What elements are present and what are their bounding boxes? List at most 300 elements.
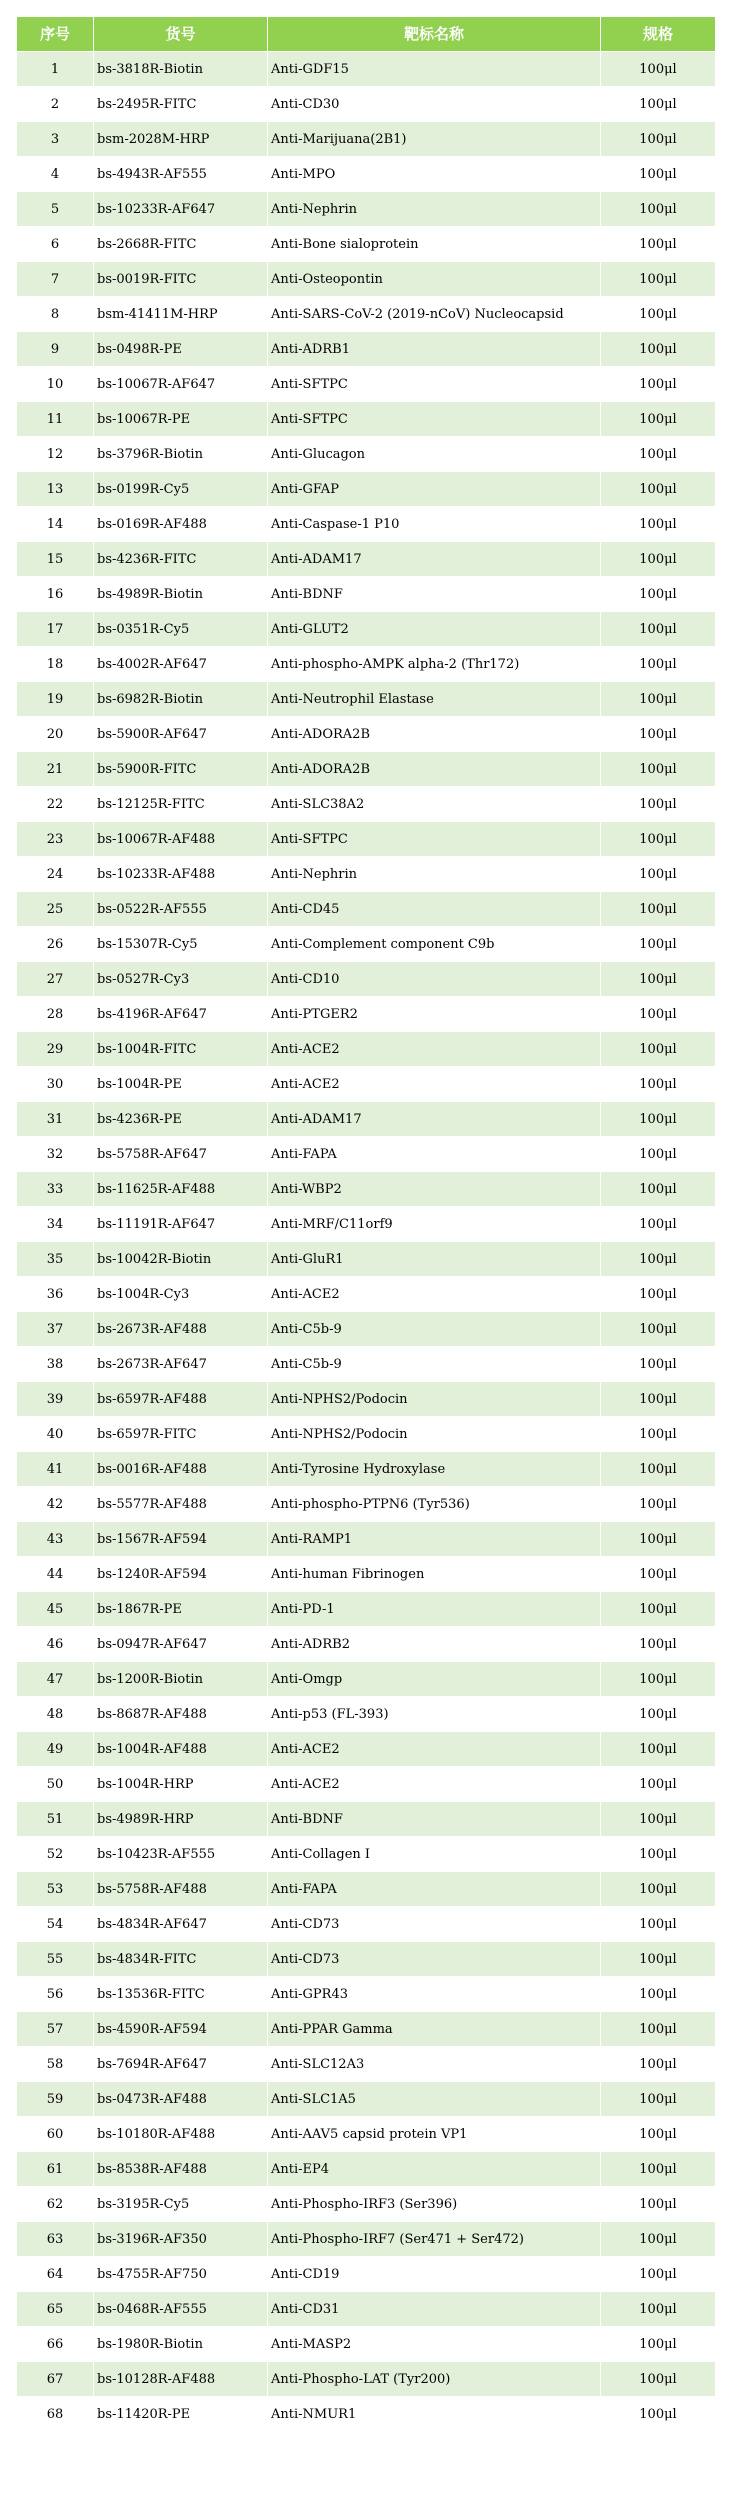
table-row [17,1697,716,1732]
package-size: 100μl [601,192,716,227]
package-size: 100μl [601,1207,716,1242]
catalog-number: bs-8538R-AF488 [94,2152,268,2187]
package-size: 100μl [601,1032,716,1067]
package-size: 100μl [601,1067,716,1102]
target-name: Anti-WBP2 [268,1172,601,1207]
package-size: 100μl [601,227,716,262]
table-row [17,2222,716,2257]
target-name: Anti-SLC12A3 [268,2047,601,2082]
table-row [17,1627,716,1662]
catalog-number: bs-10067R-PE [94,402,268,437]
catalog-number: bs-2673R-AF488 [94,1312,268,1347]
row-number: 49 [17,1732,94,1767]
package-size: 100μl [601,787,716,822]
catalog-number: bs-15307R-Cy5 [94,927,268,962]
target-name: Anti-Glucagon [268,437,601,472]
target-name: Anti-GLUT2 [268,612,601,647]
target-name: Anti-SARS-CoV-2 (2019-nCoV) Nucleocapsid [268,297,601,332]
catalog-number: bs-12125R-FITC [94,787,268,822]
target-name: Anti-SFTPC [268,822,601,857]
target-name: Anti-ACE2 [268,1067,601,1102]
target-name: Anti-PD-1 [268,1592,601,1627]
table-row [17,297,716,332]
row-number: 27 [17,962,94,997]
table-row [17,52,716,87]
package-size: 100μl [601,1312,716,1347]
target-name: Anti-Caspase-1 P10 [268,507,601,542]
table-row [17,87,716,122]
package-size: 100μl [601,962,716,997]
row-number: 53 [17,1872,94,1907]
target-name: Anti-GluR1 [268,1242,601,1277]
target-name: Anti-phospho-PTPN6 (Tyr536) [268,1487,601,1522]
package-size: 100μl [601,682,716,717]
row-number: 54 [17,1907,94,1942]
package-size: 100μl [601,1452,716,1487]
row-number: 37 [17,1312,94,1347]
table-row [17,577,716,612]
row-number: 61 [17,2152,94,2187]
catalog-number: bs-4590R-AF594 [94,2012,268,2047]
row-number: 14 [17,507,94,542]
package-size: 100μl [601,2047,716,2082]
target-name: Anti-ADORA2B [268,717,601,752]
row-number: 22 [17,787,94,822]
target-name: Anti-C5b-9 [268,1312,601,1347]
catalog-number: bs-0498R-PE [94,332,268,367]
table-row [17,927,716,962]
row-number: 7 [17,262,94,297]
target-name: Anti-CD30 [268,87,601,122]
package-size: 100μl [601,612,716,647]
catalog-number: bs-5900R-AF647 [94,717,268,752]
target-name: Anti-Tyrosine Hydroxylase [268,1452,601,1487]
catalog-number: bs-5900R-FITC [94,752,268,787]
header-target: 靶标名称 [268,17,601,52]
target-name: Anti-Phospho-LAT (Tyr200) [268,2362,601,2397]
catalog-number: bs-1867R-PE [94,1592,268,1627]
package-size: 100μl [601,2117,716,2152]
target-name: Anti-GFAP [268,472,601,507]
catalog-number: bs-13536R-FITC [94,1977,268,2012]
row-number: 21 [17,752,94,787]
package-size: 100μl [601,1697,716,1732]
table-row [17,1067,716,1102]
package-size: 100μl [601,1522,716,1557]
package-size: 100μl [601,997,716,1032]
catalog-number: bs-1004R-PE [94,1067,268,1102]
package-size: 100μl [601,2012,716,2047]
catalog-number: bs-0947R-AF647 [94,1627,268,1662]
target-name: Anti-PPAR Gamma [268,2012,601,2047]
catalog-number: bs-1567R-AF594 [94,1522,268,1557]
catalog-number: bs-3818R-Biotin [94,52,268,87]
package-size: 100μl [601,1627,716,1662]
table-row [17,1767,716,1802]
catalog-number: bs-3196R-AF350 [94,2222,268,2257]
row-number: 24 [17,857,94,892]
table-row [17,1732,716,1767]
catalog-number: bs-10233R-AF488 [94,857,268,892]
catalog-number: bs-5758R-AF488 [94,1872,268,1907]
table-row [17,2012,716,2047]
catalog-number: bs-5577R-AF488 [94,1487,268,1522]
row-number: 58 [17,2047,94,2082]
package-size: 100μl [601,1592,716,1627]
table-row [17,1137,716,1172]
table-row [17,157,716,192]
catalog-number: bs-2495R-FITC [94,87,268,122]
row-number: 44 [17,1557,94,1592]
table-row [17,1487,716,1522]
target-name: Anti-CD45 [268,892,601,927]
row-number: 65 [17,2292,94,2327]
row-number: 31 [17,1102,94,1137]
package-size: 100μl [601,1872,716,1907]
catalog-number: bs-4236R-PE [94,1102,268,1137]
table-row [17,332,716,367]
target-name: Anti-CD19 [268,2257,601,2292]
row-number: 18 [17,647,94,682]
package-size: 100μl [601,1837,716,1872]
table-header-row [17,17,716,52]
catalog-number: bs-3796R-Biotin [94,437,268,472]
row-number: 62 [17,2187,94,2222]
catalog-number: bs-0016R-AF488 [94,1452,268,1487]
row-number: 8 [17,297,94,332]
row-number: 56 [17,1977,94,2012]
target-name: Anti-CD73 [268,1907,601,1942]
target-name: Anti-CD31 [268,2292,601,2327]
package-size: 100μl [601,822,716,857]
row-number: 11 [17,402,94,437]
table-row [17,647,716,682]
package-size: 100μl [601,87,716,122]
package-size: 100μl [601,857,716,892]
catalog-number: bs-4002R-AF647 [94,647,268,682]
table-row [17,1452,716,1487]
table-row [17,1172,716,1207]
package-size: 100μl [601,1417,716,1452]
package-size: 100μl [601,647,716,682]
target-name: Anti-ADRB1 [268,332,601,367]
target-name: Anti-BDNF [268,1802,601,1837]
row-number: 29 [17,1032,94,1067]
package-size: 100μl [601,927,716,962]
package-size: 100μl [601,437,716,472]
table-row [17,1347,716,1382]
row-number: 28 [17,997,94,1032]
row-number: 26 [17,927,94,962]
catalog-number: bs-6597R-AF488 [94,1382,268,1417]
table-row [17,1942,716,1977]
catalog-number: bs-4989R-Biotin [94,577,268,612]
row-number: 38 [17,1347,94,1382]
table-row [17,2117,716,2152]
catalog-number: bs-4196R-AF647 [94,997,268,1032]
row-number: 5 [17,192,94,227]
row-number: 23 [17,822,94,857]
catalog-number: bs-2668R-FITC [94,227,268,262]
catalog-number: bs-4943R-AF555 [94,157,268,192]
table-row [17,1872,716,1907]
package-size: 100μl [601,1907,716,1942]
package-size: 100μl [601,262,716,297]
package-size: 100μl [601,122,716,157]
row-number: 13 [17,472,94,507]
catalog-number: bsm-2028M-HRP [94,122,268,157]
table-row [17,787,716,822]
catalog-number: bs-6982R-Biotin [94,682,268,717]
target-name: Anti-ADORA2B [268,752,601,787]
package-size: 100μl [601,1977,716,2012]
row-number: 34 [17,1207,94,1242]
catalog-number: bs-0473R-AF488 [94,2082,268,2117]
catalog-number: bs-1240R-AF594 [94,1557,268,1592]
row-number: 41 [17,1452,94,1487]
target-name: Anti-ADAM17 [268,542,601,577]
target-name: Anti-C5b-9 [268,1347,601,1382]
catalog-number: bs-0199R-Cy5 [94,472,268,507]
row-number: 2 [17,87,94,122]
package-size: 100μl [601,2362,716,2397]
target-name: Anti-NPHS2/Podocin [268,1417,601,1452]
catalog-number: bs-10233R-AF647 [94,192,268,227]
table-row [17,1837,716,1872]
table-row [17,1592,716,1627]
target-name: Anti-CD73 [268,1942,601,1977]
catalog-number: bs-0468R-AF555 [94,2292,268,2327]
package-size: 100μl [601,2187,716,2222]
row-number: 45 [17,1592,94,1627]
table-row [17,1977,716,2012]
row-number: 47 [17,1662,94,1697]
catalog-number: bs-1004R-HRP [94,1767,268,1802]
target-name: Anti-Marijuana(2B1) [268,122,601,157]
catalog-number: bs-0169R-AF488 [94,507,268,542]
target-name: Anti-MPO [268,157,601,192]
row-number: 33 [17,1172,94,1207]
row-number: 36 [17,1277,94,1312]
package-size: 100μl [601,2397,716,2432]
catalog-number: bs-1004R-Cy3 [94,1277,268,1312]
catalog-number: bs-4989R-HRP [94,1802,268,1837]
target-name: Anti-Nephrin [268,192,601,227]
table-row [17,367,716,402]
row-number: 68 [17,2397,94,2432]
catalog-number: bs-5758R-AF647 [94,1137,268,1172]
table-row [17,1312,716,1347]
target-name: Anti-SFTPC [268,367,601,402]
package-size: 100μl [601,1942,716,1977]
table-row [17,1382,716,1417]
target-name: Anti-GPR43 [268,1977,601,2012]
row-number: 17 [17,612,94,647]
catalog-number: bs-11420R-PE [94,2397,268,2432]
target-name: Anti-ADRB2 [268,1627,601,1662]
row-number: 40 [17,1417,94,1452]
table-row [17,262,716,297]
target-name: Anti-AAV5 capsid protein VP1 [268,2117,601,2152]
catalog-number: bs-4755R-AF750 [94,2257,268,2292]
target-name: Anti-PTGER2 [268,997,601,1032]
catalog-number: bs-3195R-Cy5 [94,2187,268,2222]
package-size: 100μl [601,1767,716,1802]
target-name: Anti-RAMP1 [268,1522,601,1557]
package-size: 100μl [601,1277,716,1312]
row-number: 66 [17,2327,94,2362]
table-row [17,1102,716,1137]
row-number: 12 [17,437,94,472]
target-name: Anti-SLC38A2 [268,787,601,822]
row-number: 9 [17,332,94,367]
table-row [17,2152,716,2187]
package-size: 100μl [601,297,716,332]
row-number: 35 [17,1242,94,1277]
table-row [17,2047,716,2082]
row-number: 20 [17,717,94,752]
package-size: 100μl [601,1102,716,1137]
catalog-number: bs-11625R-AF488 [94,1172,268,1207]
target-name: Anti-SFTPC [268,402,601,437]
target-name: Anti-FAPA [268,1872,601,1907]
package-size: 100μl [601,892,716,927]
package-size: 100μl [601,332,716,367]
package-size: 100μl [601,2082,716,2117]
package-size: 100μl [601,1172,716,1207]
catalog-number: bs-0019R-FITC [94,262,268,297]
catalog-number: bs-0351R-Cy5 [94,612,268,647]
target-name: Anti-MRF/C11orf9 [268,1207,601,1242]
target-name: Anti-Neutrophil Elastase [268,682,601,717]
target-name: Anti-Nephrin [268,857,601,892]
table-row [17,1522,716,1557]
table-row [17,402,716,437]
table-row [17,1662,716,1697]
row-number: 16 [17,577,94,612]
row-number: 39 [17,1382,94,1417]
row-number: 25 [17,892,94,927]
table-row [17,752,716,787]
catalog-number: bs-10042R-Biotin [94,1242,268,1277]
catalog-number: bs-11191R-AF647 [94,1207,268,1242]
catalog-number: bs-1200R-Biotin [94,1662,268,1697]
row-number: 43 [17,1522,94,1557]
target-name: Anti-Bone sialoprotein [268,227,601,262]
package-size: 100μl [601,1137,716,1172]
table-row [17,1907,716,1942]
table-row [17,192,716,227]
target-name: Anti-Osteopontin [268,262,601,297]
target-name: Anti-CD10 [268,962,601,997]
package-size: 100μl [601,1487,716,1522]
table-row [17,892,716,927]
header-size: 规格 [601,17,716,52]
package-size: 100μl [601,1242,716,1277]
target-name: Anti-Collagen I [268,1837,601,1872]
target-name: Anti-GDF15 [268,52,601,87]
catalog-number: bs-0527R-Cy3 [94,962,268,997]
catalog-number: bs-1980R-Biotin [94,2327,268,2362]
row-number: 15 [17,542,94,577]
package-size: 100μl [601,402,716,437]
catalog-number: bs-1004R-AF488 [94,1732,268,1767]
catalog-number: bs-10067R-AF647 [94,367,268,402]
row-number: 67 [17,2362,94,2397]
table-row [17,612,716,647]
catalog-number: bs-4834R-AF647 [94,1907,268,1942]
package-size: 100μl [601,1802,716,1837]
target-name: Anti-human Fibrinogen [268,1557,601,1592]
table-row [17,997,716,1032]
table-row [17,542,716,577]
catalog-number: bs-4834R-FITC [94,1942,268,1977]
table-row [17,2327,716,2362]
catalog-number: bs-10180R-AF488 [94,2117,268,2152]
row-number: 32 [17,1137,94,1172]
catalog-number: bs-1004R-FITC [94,1032,268,1067]
row-number: 63 [17,2222,94,2257]
target-name: Anti-NPHS2/Podocin [268,1382,601,1417]
row-number: 3 [17,122,94,157]
target-name: Anti-Complement component C9b [268,927,601,962]
table-row [17,1417,716,1452]
package-size: 100μl [601,52,716,87]
row-number: 64 [17,2257,94,2292]
table-row [17,962,716,997]
target-name: Anti-ADAM17 [268,1102,601,1137]
target-name: Anti-ACE2 [268,1032,601,1067]
table-row [17,2362,716,2397]
product-table [16,16,716,2432]
catalog-number: bs-4236R-FITC [94,542,268,577]
target-name: Anti-Phospho-IRF3 (Ser396) [268,2187,601,2222]
package-size: 100μl [601,1382,716,1417]
catalog-number: bs-2673R-AF647 [94,1347,268,1382]
target-name: Anti-SLC1A5 [268,2082,601,2117]
row-number: 55 [17,1942,94,1977]
table-row [17,1242,716,1277]
package-size: 100μl [601,157,716,192]
package-size: 100μl [601,577,716,612]
table-row [17,2292,716,2327]
table-row [17,1032,716,1067]
table-row [17,2082,716,2117]
package-size: 100μl [601,717,716,752]
target-name: Anti-phospho-AMPK alpha-2 (Thr172) [268,647,601,682]
row-number: 48 [17,1697,94,1732]
row-number: 1 [17,52,94,87]
catalog-number: bs-7694R-AF647 [94,2047,268,2082]
catalog-number: bs-10067R-AF488 [94,822,268,857]
row-number: 52 [17,1837,94,1872]
target-name: Anti-NMUR1 [268,2397,601,2432]
table-row [17,857,716,892]
table-row [17,472,716,507]
package-size: 100μl [601,2292,716,2327]
package-size: 100μl [601,752,716,787]
row-number: 6 [17,227,94,262]
table-row [17,2187,716,2222]
catalog-number: bs-10423R-AF555 [94,1837,268,1872]
table-body [17,52,716,2432]
catalog-number: bs-8687R-AF488 [94,1697,268,1732]
target-name: Anti-FAPA [268,1137,601,1172]
target-name: Anti-ACE2 [268,1767,601,1802]
catalog-number: bs-0522R-AF555 [94,892,268,927]
table-row [17,122,716,157]
target-name: Anti-EP4 [268,2152,601,2187]
